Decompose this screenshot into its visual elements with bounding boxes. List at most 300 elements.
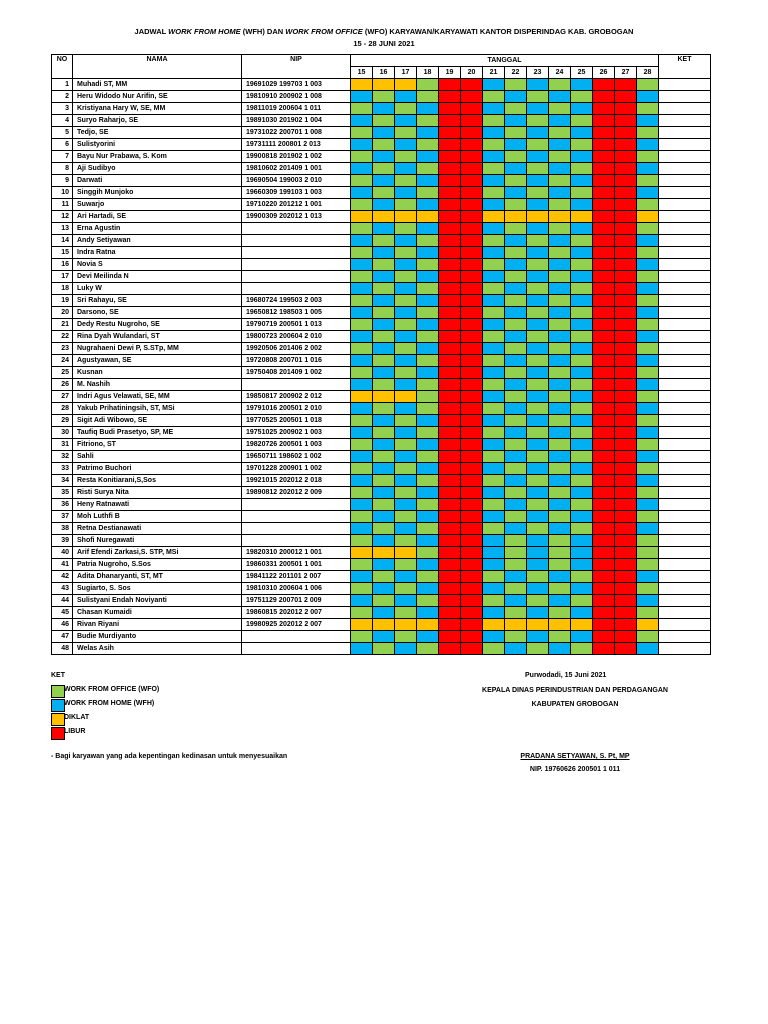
row-nip: 19810910 200902 1 008 — [242, 91, 351, 103]
schedule-cell — [549, 463, 571, 475]
schedule-cell — [395, 283, 417, 295]
schedule-cell — [571, 571, 593, 583]
schedule-cell — [549, 355, 571, 367]
schedule-cell — [527, 295, 549, 307]
schedule-cell — [439, 163, 461, 175]
schedule-cell — [615, 511, 637, 523]
schedule-cell — [439, 139, 461, 151]
schedule-cell — [373, 619, 395, 631]
schedule-cell — [637, 391, 659, 403]
schedule-cell — [571, 295, 593, 307]
schedule-cell — [373, 187, 395, 199]
row-nip: 19751129 200701 2 009 — [242, 595, 351, 607]
schedule-cell — [395, 535, 417, 547]
row-nama: Kusnan — [73, 367, 242, 379]
row-no: 28 — [52, 403, 73, 415]
header-nama: NAMA — [73, 55, 242, 79]
schedule-cell — [615, 235, 637, 247]
schedule-cell — [483, 511, 505, 523]
schedule-cell — [439, 391, 461, 403]
schedule-cell — [461, 379, 483, 391]
schedule-cell — [527, 367, 549, 379]
title-wfo: WORK FROM OFFICE — [285, 27, 363, 36]
row-nip: 19811019 200604 1 011 — [242, 103, 351, 115]
schedule-cell — [483, 247, 505, 259]
schedule-cell — [439, 451, 461, 463]
row-nip: 19650812 198503 1 005 — [242, 307, 351, 319]
schedule-cell — [505, 127, 527, 139]
date-header: 17 — [395, 67, 417, 79]
schedule-cell — [417, 619, 439, 631]
row-ket — [659, 511, 711, 523]
schedule-cell — [527, 523, 549, 535]
schedule-cell — [527, 607, 549, 619]
schedule-cell — [461, 103, 483, 115]
schedule-cell — [461, 259, 483, 271]
schedule-cell — [417, 643, 439, 655]
schedule-cell — [417, 523, 439, 535]
row-ket — [659, 127, 711, 139]
schedule-cell — [373, 607, 395, 619]
schedule-cell — [395, 595, 417, 607]
schedule-cell — [593, 475, 615, 487]
row-nip: 19810310 200604 1 006 — [242, 583, 351, 595]
schedule-table — [51, 54, 711, 655]
schedule-cell — [571, 259, 593, 271]
schedule-cell — [461, 583, 483, 595]
row-no: 44 — [52, 595, 73, 607]
schedule-cell — [593, 379, 615, 391]
schedule-cell — [505, 559, 527, 571]
schedule-cell — [395, 151, 417, 163]
schedule-cell — [395, 439, 417, 451]
schedule-cell — [615, 259, 637, 271]
row-nip: 19701228 200901 1 002 — [242, 463, 351, 475]
schedule-cell — [483, 151, 505, 163]
schedule-cell — [439, 475, 461, 487]
schedule-cell — [593, 439, 615, 451]
schedule-cell — [549, 547, 571, 559]
schedule-cell — [615, 547, 637, 559]
schedule-cell — [351, 295, 373, 307]
schedule-cell — [483, 103, 505, 115]
schedule-cell — [395, 487, 417, 499]
schedule-cell — [483, 259, 505, 271]
row-no: 39 — [52, 535, 73, 547]
schedule-cell — [439, 619, 461, 631]
row-ket — [659, 391, 711, 403]
row-nama: Indri Agus Velawati, SE, MM — [73, 391, 242, 403]
schedule-cell — [637, 415, 659, 427]
title-prefix: JADWAL — [134, 27, 169, 36]
schedule-cell — [351, 271, 373, 283]
schedule-cell — [615, 223, 637, 235]
schedule-cell — [593, 607, 615, 619]
row-no: 41 — [52, 559, 73, 571]
schedule-cell — [549, 295, 571, 307]
row-nama: Singgih Munjoko — [73, 187, 242, 199]
schedule-cell — [395, 331, 417, 343]
table-row — [52, 631, 711, 643]
schedule-cell — [439, 127, 461, 139]
row-no: 30 — [52, 427, 73, 439]
row-nama: Andy Setiyawan — [73, 235, 242, 247]
schedule-cell — [593, 535, 615, 547]
schedule-cell — [527, 583, 549, 595]
table-row — [52, 355, 711, 367]
schedule-cell — [351, 163, 373, 175]
header-no: NO — [52, 55, 73, 79]
schedule-cell — [461, 463, 483, 475]
schedule-cell — [593, 355, 615, 367]
signature-name: PRADANA SETYAWAN, S. Pt, MP — [520, 753, 630, 760]
schedule-cell — [461, 535, 483, 547]
row-nip: 19690504 199003 2 010 — [242, 175, 351, 187]
row-no: 5 — [52, 127, 73, 139]
table-row — [52, 211, 711, 223]
row-ket — [659, 79, 711, 91]
schedule-cell — [483, 355, 505, 367]
row-no: 48 — [52, 643, 73, 655]
schedule-cell — [373, 307, 395, 319]
schedule-cell — [527, 511, 549, 523]
row-nama: Risti Surya Nita — [73, 487, 242, 499]
schedule-cell — [373, 223, 395, 235]
schedule-cell — [373, 439, 395, 451]
schedule-cell — [637, 355, 659, 367]
schedule-cell — [615, 427, 637, 439]
legend-label: LIBUR — [64, 728, 86, 735]
row-nama: Budie Murdiyanto — [73, 631, 242, 643]
row-nama: Sulistyorini — [73, 139, 242, 151]
row-nama: Adita Dhanaryanti, ST, MT — [73, 571, 242, 583]
row-ket — [659, 163, 711, 175]
schedule-cell — [439, 487, 461, 499]
schedule-cell — [615, 211, 637, 223]
schedule-cell — [505, 583, 527, 595]
schedule-cell — [527, 235, 549, 247]
schedule-cell — [483, 643, 505, 655]
schedule-cell — [461, 163, 483, 175]
schedule-cell — [395, 403, 417, 415]
row-nip: 19891030 201902 1 004 — [242, 115, 351, 127]
schedule-cell — [417, 199, 439, 211]
schedule-cell — [637, 487, 659, 499]
schedule-cell — [571, 499, 593, 511]
schedule-cell — [351, 259, 373, 271]
schedule-cell — [527, 619, 549, 631]
schedule-cell — [439, 175, 461, 187]
row-nama: Chasan Kumaidi — [73, 607, 242, 619]
table-row — [52, 295, 711, 307]
row-no: 2 — [52, 91, 73, 103]
table-row — [52, 547, 711, 559]
schedule-cell — [483, 343, 505, 355]
schedule-cell — [571, 235, 593, 247]
schedule-cell — [483, 475, 505, 487]
schedule-cell — [395, 223, 417, 235]
schedule-cell — [351, 367, 373, 379]
schedule-cell — [417, 187, 439, 199]
row-nama: M. Nashih — [73, 379, 242, 391]
schedule-cell — [439, 583, 461, 595]
schedule-cell — [505, 535, 527, 547]
schedule-cell — [417, 139, 439, 151]
schedule-cell — [571, 199, 593, 211]
schedule-cell — [505, 475, 527, 487]
title-mid: (WFH) DAN — [242, 27, 286, 36]
schedule-cell — [527, 79, 549, 91]
schedule-cell — [549, 403, 571, 415]
schedule-cell — [461, 295, 483, 307]
row-nama: Erna Agustin — [73, 223, 242, 235]
schedule-cell — [439, 367, 461, 379]
schedule-cell — [615, 151, 637, 163]
schedule-cell — [571, 439, 593, 451]
schedule-cell — [527, 535, 549, 547]
schedule-cell — [373, 391, 395, 403]
schedule-cell — [439, 403, 461, 415]
schedule-cell — [439, 355, 461, 367]
schedule-cell — [461, 235, 483, 247]
schedule-cell — [417, 163, 439, 175]
schedule-cell — [615, 187, 637, 199]
schedule-cell — [417, 91, 439, 103]
schedule-cell — [571, 391, 593, 403]
schedule-cell — [549, 247, 571, 259]
schedule-cell — [615, 199, 637, 211]
schedule-cell — [395, 415, 417, 427]
schedule-cell — [461, 79, 483, 91]
row-nip — [242, 523, 351, 535]
schedule-cell — [373, 559, 395, 571]
row-nip: 19660309 199103 1 003 — [242, 187, 351, 199]
schedule-cell — [615, 127, 637, 139]
schedule-cell — [373, 199, 395, 211]
schedule-cell — [615, 163, 637, 175]
schedule-cell — [549, 115, 571, 127]
row-nip: 19691029 199703 1 003 — [242, 79, 351, 91]
schedule-cell — [351, 415, 373, 427]
schedule-cell — [395, 427, 417, 439]
row-ket — [659, 91, 711, 103]
schedule-cell — [505, 187, 527, 199]
note-text: - Bagi karyawan yang ada kepentingan kedinasan untuk menyesuaikan — [51, 753, 288, 760]
schedule-cell — [461, 511, 483, 523]
schedule-cell — [483, 79, 505, 91]
schedule-cell — [505, 511, 527, 523]
schedule-cell — [483, 235, 505, 247]
date-header: 15 — [351, 67, 373, 79]
schedule-cell — [351, 79, 373, 91]
row-no: 42 — [52, 571, 73, 583]
table-row — [52, 187, 711, 199]
schedule-cell — [483, 319, 505, 331]
row-nip — [242, 259, 351, 271]
table-row — [52, 139, 711, 151]
schedule-cell — [637, 163, 659, 175]
schedule-cell — [351, 115, 373, 127]
schedule-cell — [637, 307, 659, 319]
row-ket — [659, 607, 711, 619]
schedule-cell — [373, 355, 395, 367]
schedule-cell — [351, 463, 373, 475]
schedule-cell — [571, 607, 593, 619]
schedule-cell — [571, 511, 593, 523]
schedule-cell — [373, 319, 395, 331]
schedule-cell — [505, 199, 527, 211]
row-no: 3 — [52, 103, 73, 115]
date-header: 21 — [483, 67, 505, 79]
schedule-cell — [373, 379, 395, 391]
schedule-cell — [593, 427, 615, 439]
schedule-cell — [593, 199, 615, 211]
schedule-cell — [417, 115, 439, 127]
schedule-cell — [527, 319, 549, 331]
row-nip: 19751025 200902 1 003 — [242, 427, 351, 439]
schedule-cell — [461, 91, 483, 103]
schedule-cell — [439, 643, 461, 655]
schedule-cell — [593, 91, 615, 103]
schedule-cell — [395, 619, 417, 631]
row-nama: Darwati — [73, 175, 242, 187]
row-ket — [659, 211, 711, 223]
table-row — [52, 367, 711, 379]
schedule-cell — [527, 487, 549, 499]
signature-place-date: Purwodadi, 15 Juni 2021 — [525, 672, 607, 679]
schedule-cell — [351, 331, 373, 343]
row-nama: Rina Dyah Wulandari, ST — [73, 331, 242, 343]
schedule-cell — [615, 319, 637, 331]
table-row — [52, 331, 711, 343]
schedule-cell — [637, 79, 659, 91]
schedule-cell — [373, 595, 395, 607]
schedule-cell — [527, 343, 549, 355]
schedule-cell — [593, 211, 615, 223]
schedule-cell — [461, 307, 483, 319]
row-nip: 19770525 200501 1 018 — [242, 415, 351, 427]
schedule-cell — [439, 415, 461, 427]
schedule-cell — [593, 391, 615, 403]
table-row — [52, 199, 711, 211]
schedule-cell — [549, 559, 571, 571]
schedule-cell — [527, 115, 549, 127]
schedule-cell — [461, 343, 483, 355]
schedule-cell — [373, 139, 395, 151]
schedule-cell — [615, 331, 637, 343]
schedule-cell — [351, 451, 373, 463]
row-ket — [659, 271, 711, 283]
schedule-cell — [571, 319, 593, 331]
row-no: 17 — [52, 271, 73, 283]
schedule-cell — [417, 571, 439, 583]
schedule-cell — [439, 631, 461, 643]
row-nama: Taufiq Budi Prasetyo, SP, ME — [73, 427, 242, 439]
schedule-cell — [637, 631, 659, 643]
schedule-cell — [461, 571, 483, 583]
schedule-cell — [571, 91, 593, 103]
row-nip — [242, 247, 351, 259]
schedule-cell — [571, 103, 593, 115]
schedule-cell — [549, 211, 571, 223]
schedule-cell — [527, 631, 549, 643]
row-ket — [659, 235, 711, 247]
schedule-cell — [549, 175, 571, 187]
schedule-cell — [461, 271, 483, 283]
schedule-cell — [593, 115, 615, 127]
schedule-cell — [549, 331, 571, 343]
schedule-cell — [637, 379, 659, 391]
schedule-cell — [593, 151, 615, 163]
schedule-cell — [505, 523, 527, 535]
schedule-cell — [439, 283, 461, 295]
schedule-cell — [373, 79, 395, 91]
schedule-cell — [505, 259, 527, 271]
row-nama: Arif Efendi Zarkasi,S. STP, MSi — [73, 547, 242, 559]
row-ket — [659, 463, 711, 475]
schedule-cell — [373, 487, 395, 499]
date-header: 24 — [549, 67, 571, 79]
schedule-cell — [571, 343, 593, 355]
row-no: 7 — [52, 151, 73, 163]
schedule-cell — [571, 271, 593, 283]
schedule-cell — [593, 79, 615, 91]
title-wfh: WORK FROM HOME — [168, 27, 241, 36]
row-no: 25 — [52, 367, 73, 379]
row-nama: Bayu Nur Prabawa, S. Kom — [73, 151, 242, 163]
schedule-cell — [615, 79, 637, 91]
schedule-cell — [395, 607, 417, 619]
table-row — [52, 319, 711, 331]
schedule-cell — [417, 283, 439, 295]
legend-swatch — [51, 699, 65, 712]
schedule-cell — [593, 499, 615, 511]
schedule-cell — [637, 403, 659, 415]
schedule-cell — [439, 319, 461, 331]
schedule-cell — [351, 427, 373, 439]
row-ket — [659, 547, 711, 559]
schedule-cell — [637, 199, 659, 211]
table-row — [52, 91, 711, 103]
schedule-cell — [439, 343, 461, 355]
schedule-cell — [505, 247, 527, 259]
schedule-cell — [593, 595, 615, 607]
schedule-cell — [615, 487, 637, 499]
schedule-cell — [505, 283, 527, 295]
signature-position-line1: KEPALA DINAS PERINDUSTRIAN DAN PERDAGANGAN — [482, 687, 668, 694]
date-header: 27 — [615, 67, 637, 79]
row-nama: Devi Meilinda N — [73, 271, 242, 283]
schedule-cell — [571, 415, 593, 427]
table-row — [52, 511, 711, 523]
schedule-cell — [615, 379, 637, 391]
schedule-cell — [505, 379, 527, 391]
row-nip: 19900818 201902 1 002 — [242, 151, 351, 163]
row-ket — [659, 367, 711, 379]
schedule-cell — [593, 307, 615, 319]
row-no: 20 — [52, 307, 73, 319]
schedule-cell — [439, 607, 461, 619]
schedule-cell — [373, 463, 395, 475]
schedule-cell — [417, 451, 439, 463]
schedule-cell — [373, 283, 395, 295]
schedule-cell — [637, 103, 659, 115]
row-nama: Patria Nugroho, S.Sos — [73, 559, 242, 571]
schedule-cell — [615, 367, 637, 379]
date-header: 16 — [373, 67, 395, 79]
schedule-cell — [417, 355, 439, 367]
schedule-cell — [571, 547, 593, 559]
